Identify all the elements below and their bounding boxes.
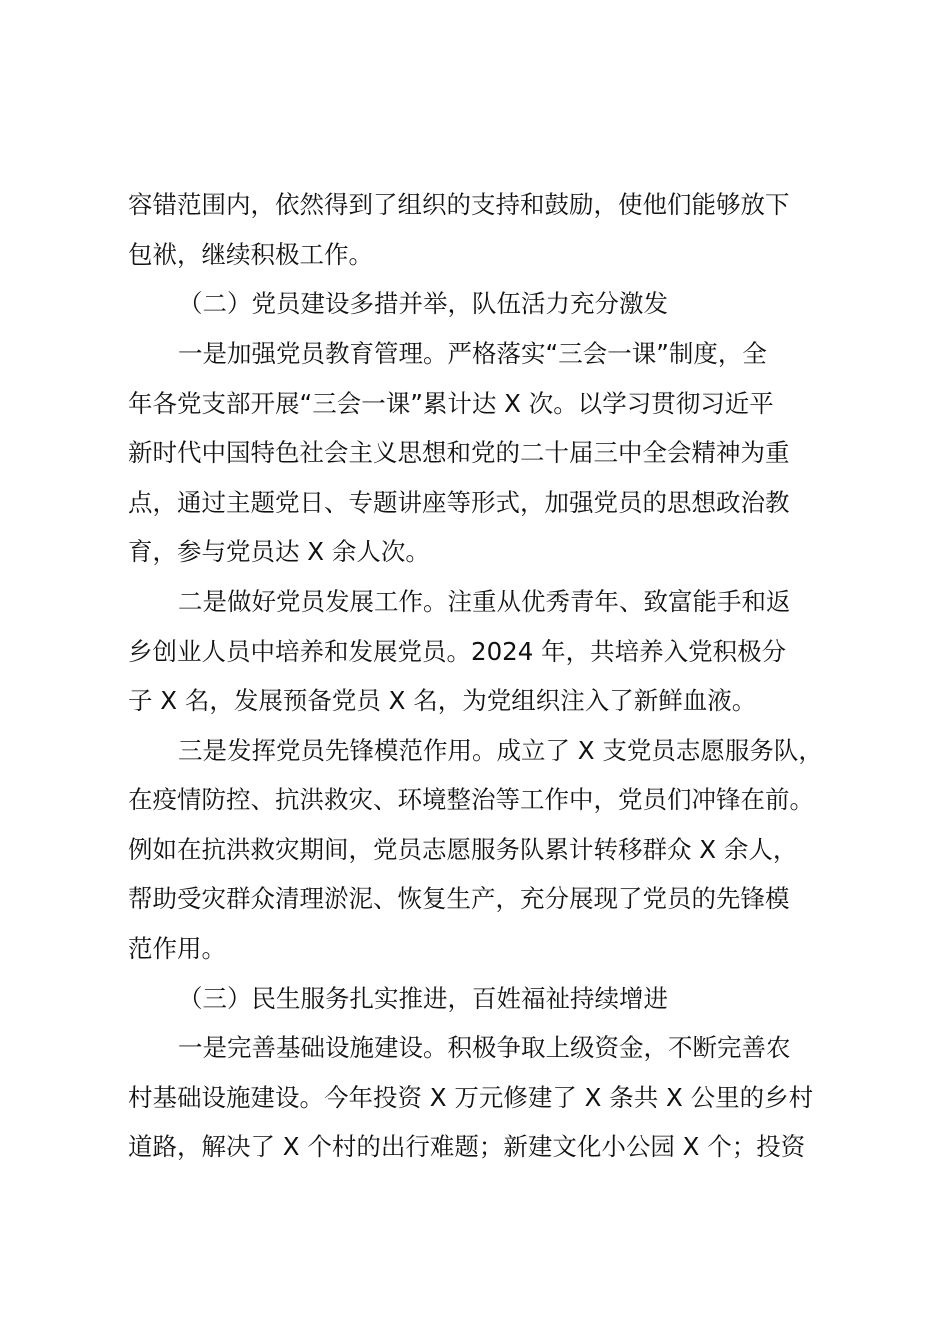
text-line: 村基础设施建设。今年投资 X 万元修建了 X 条共 X 公里的乡村 bbox=[128, 1083, 814, 1112]
text-line: 包袱，继续积极工作。 bbox=[128, 240, 373, 269]
text-line: 二是做好党员发展工作。注重从优秀青年、致富能手和返 bbox=[178, 587, 791, 616]
text-line: 新时代中国特色社会主义思想和党的二十届三中全会精神为重 bbox=[128, 438, 790, 467]
text-line: 乡创业人员中培养和发展党员。2024 年，共培养入党积极分 bbox=[128, 637, 787, 666]
text-line: 帮助受灾群众清理淤泥、恢复生产，充分展现了党员的先锋模 bbox=[128, 884, 790, 913]
text-line: 育，参与党员达 X 余人次。 bbox=[128, 537, 430, 566]
text-line: 年各党支部开展“三会一课”累计达 X 次。以学习贯彻习近平 bbox=[128, 389, 774, 418]
text-line: 一是加强党员教育管理。严格落实“三会一课”制度，全 bbox=[178, 339, 767, 368]
text-line: 点，通过主题党日、专题讲座等形式，加强党员的思想政治教 bbox=[128, 488, 790, 517]
text-line: 一是完善基础设施建设。积极争取上级资金，不断完善农 bbox=[178, 1033, 791, 1062]
text-line: 道路，解决了 X 个村的出行难题；新建文化小公园 X 个；投资 bbox=[128, 1132, 806, 1161]
text-line: 例如在抗洪救灾期间，党员志愿服务队累计转移群众 X 余人， bbox=[128, 835, 798, 864]
text-line: 在疫情防控、抗洪救灾、环境整治等工作中，党员们冲锋在前。 bbox=[128, 785, 814, 814]
section-heading: （三）民生服务扎实推进，百姓福祉持续增进 bbox=[178, 984, 668, 1013]
text-line: 三是发挥党员先锋模范作用。成立了 X 支党员志愿服务队， bbox=[178, 736, 823, 765]
text-line: 子 X 名，发展预备党员 X 名，为党组织注入了新鲜血液。 bbox=[128, 686, 757, 715]
text-line: 范作用。 bbox=[128, 934, 226, 963]
section-heading: （二）党员建设多措并举，队伍活力充分激发 bbox=[178, 289, 668, 318]
text-line: 容错范围内，依然得到了组织的支持和鼓励，使他们能够放下 bbox=[128, 190, 790, 219]
